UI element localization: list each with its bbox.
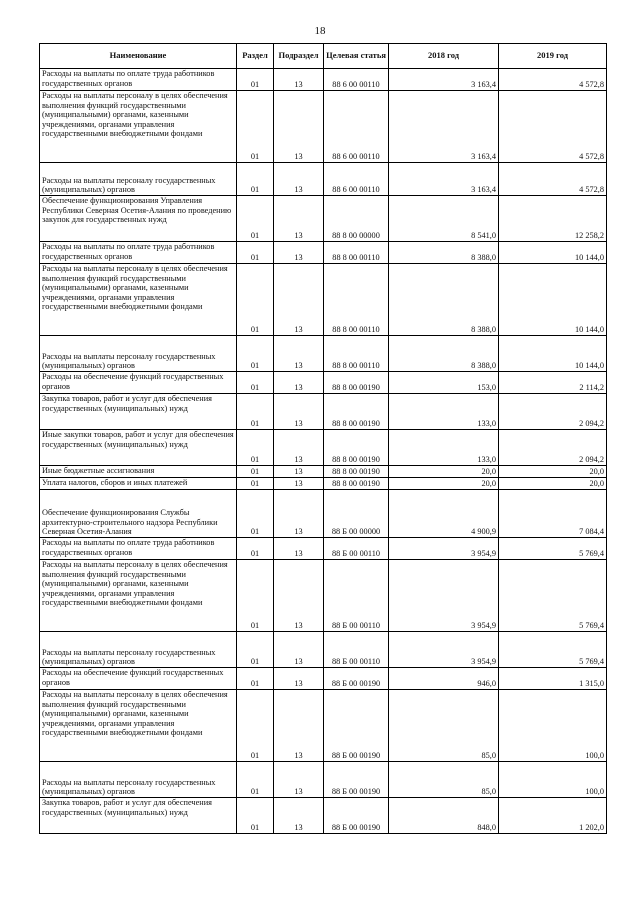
- table-row: [40, 430, 607, 466]
- row-subsection: 13: [274, 762, 324, 798]
- row-2018: 8 388,0: [389, 264, 499, 336]
- row-name: Иные бюджетные ассигнования: [40, 466, 237, 478]
- row-2018: 133,0: [389, 430, 499, 466]
- row-section: 01: [237, 478, 274, 490]
- row-article: 88 Б 00 00110: [324, 560, 389, 632]
- row-name: Расходы на выплаты по оплате труда работников государственных органов: [40, 69, 237, 91]
- table-row: [40, 798, 607, 834]
- table-row: [40, 668, 607, 690]
- row-2019: 5 769,4: [499, 560, 607, 632]
- row-section: 01: [237, 91, 274, 163]
- table-row: [40, 336, 607, 372]
- table-row: [40, 69, 607, 91]
- table-row: [40, 478, 607, 490]
- row-2019: 1 315,0: [499, 668, 607, 690]
- row-2018: 3 163,4: [389, 163, 499, 196]
- row-subsection: 13: [274, 632, 324, 668]
- header-name: Наименование: [40, 44, 237, 69]
- row-section: 01: [237, 798, 274, 834]
- row-section: 01: [237, 762, 274, 798]
- row-name: Иные закупки товаров, работ и услуг для обеспечения государственных (муниципальных) нужд: [40, 430, 237, 466]
- row-article: 88 Б 00 00190: [324, 690, 389, 762]
- row-2018: 85,0: [389, 690, 499, 762]
- row-name: Закупка товаров, работ и услуг для обеспечения государственных (муниципальных) нужд: [40, 798, 237, 834]
- row-subsection: 13: [274, 538, 324, 560]
- row-2018: 946,0: [389, 668, 499, 690]
- row-2018: 848,0: [389, 798, 499, 834]
- table-row: [40, 466, 607, 478]
- row-2018: 3 954,9: [389, 560, 499, 632]
- row-name: Обеспечение функционирования Управления Республики Северная Осетия-Алания по проведению закупок для государственных нужд: [40, 196, 237, 242]
- row-2019: 10 144,0: [499, 242, 607, 264]
- table-row: [40, 91, 607, 163]
- row-subsection: 13: [274, 91, 324, 163]
- row-article: 88 8 00 00190: [324, 372, 389, 394]
- row-subsection: 13: [274, 430, 324, 466]
- table-row: [40, 560, 607, 632]
- row-2019: 2 094,2: [499, 430, 607, 466]
- table-row: [40, 632, 607, 668]
- row-section: 01: [237, 466, 274, 478]
- row-article: 88 8 00 00190: [324, 478, 389, 490]
- row-section: 01: [237, 560, 274, 632]
- row-subsection: 13: [274, 478, 324, 490]
- row-section: 01: [237, 538, 274, 560]
- row-2018: 8 388,0: [389, 336, 499, 372]
- row-section: 01: [237, 196, 274, 242]
- row-name: Расходы на выплаты персоналу в целях обеспечения выполнения функций государственными (муниципальными) органами, казенными учреждениями, органами управления государственными внебюджетными фондами: [40, 690, 237, 762]
- table-header-row: [40, 44, 607, 69]
- row-section: 01: [237, 430, 274, 466]
- row-subsection: 13: [274, 668, 324, 690]
- row-article: 88 Б 00 00190: [324, 762, 389, 798]
- row-2019: 20,0: [499, 478, 607, 490]
- row-name: Уплата налогов, сборов и иных платежей: [40, 478, 237, 490]
- table-row: [40, 690, 607, 762]
- row-2019: 4 572,8: [499, 69, 607, 91]
- table-row: [40, 242, 607, 264]
- row-2019: 100,0: [499, 762, 607, 798]
- row-2018: 3 163,4: [389, 91, 499, 163]
- header-2018: 2018 год: [389, 44, 499, 69]
- table-row: [40, 490, 607, 538]
- row-section: 01: [237, 163, 274, 196]
- row-article: 88 8 00 00190: [324, 394, 389, 430]
- row-name: Расходы на выплаты персоналу в целях обеспечения выполнения функций государственными (муниципальными) органами, казенными учреждениями, органами управления государственными внебюджетными фондами: [40, 91, 237, 163]
- table-row: [40, 264, 607, 336]
- row-2018: 3 954,9: [389, 632, 499, 668]
- row-2019: 7 084,4: [499, 490, 607, 538]
- row-subsection: 13: [274, 336, 324, 372]
- row-2019: 20,0: [499, 466, 607, 478]
- row-name: Расходы на выплаты персоналу в целях обеспечения выполнения функций государственными (муниципальными) органами, казенными учреждениями, органами управления государственными внебюджетными фондами: [40, 560, 237, 632]
- row-section: 01: [237, 336, 274, 372]
- row-article: 88 8 00 00110: [324, 264, 389, 336]
- row-subsection: 13: [274, 264, 324, 336]
- row-2018: 133,0: [389, 394, 499, 430]
- row-section: 01: [237, 242, 274, 264]
- row-article: 88 8 00 00190: [324, 466, 389, 478]
- row-2019: 2 114,2: [499, 372, 607, 394]
- row-article: 88 6 00 00110: [324, 69, 389, 91]
- row-subsection: 13: [274, 163, 324, 196]
- row-2019: 5 769,4: [499, 538, 607, 560]
- table-row: [40, 196, 607, 242]
- row-article: 88 Б 00 00000: [324, 490, 389, 538]
- row-2018: 85,0: [389, 762, 499, 798]
- row-article: 88 8 00 00110: [324, 336, 389, 372]
- table-row: [40, 163, 607, 196]
- row-section: 01: [237, 264, 274, 336]
- table-row: [40, 538, 607, 560]
- row-2018: 20,0: [389, 478, 499, 490]
- row-subsection: 13: [274, 394, 324, 430]
- row-name: Расходы на выплаты персоналу в целях обеспечения выполнения функций государственными (муниципальными) органами, казенными учреждениями, органами управления государственными внебюджетными фондами: [40, 264, 237, 336]
- row-2018: 153,0: [389, 372, 499, 394]
- row-section: 01: [237, 490, 274, 538]
- row-2018: 20,0: [389, 466, 499, 478]
- row-name: Закупка товаров, работ и услуг для обеспечения государственных (муниципальных) нужд: [40, 394, 237, 430]
- table-row: [40, 394, 607, 430]
- row-2019: 10 144,0: [499, 264, 607, 336]
- row-article: 88 8 00 00110: [324, 242, 389, 264]
- row-article: 88 Б 00 00110: [324, 538, 389, 560]
- table-row: [40, 372, 607, 394]
- row-2019: 2 094,2: [499, 394, 607, 430]
- row-subsection: 13: [274, 242, 324, 264]
- row-article: 88 Б 00 00190: [324, 798, 389, 834]
- row-article: 88 Б 00 00110: [324, 632, 389, 668]
- row-subsection: 13: [274, 69, 324, 91]
- row-section: 01: [237, 668, 274, 690]
- row-2019: 10 144,0: [499, 336, 607, 372]
- row-2019: 5 769,4: [499, 632, 607, 668]
- row-2019: 4 572,8: [499, 91, 607, 163]
- row-section: 01: [237, 632, 274, 668]
- row-subsection: 13: [274, 372, 324, 394]
- row-section: 01: [237, 372, 274, 394]
- row-section: 01: [237, 690, 274, 762]
- row-section: 01: [237, 394, 274, 430]
- row-subsection: 13: [274, 490, 324, 538]
- row-article: 88 8 00 00190: [324, 430, 389, 466]
- row-name: Расходы на выплаты персоналу государственных (муниципальных) органов: [40, 762, 237, 798]
- row-2019: 4 572,8: [499, 163, 607, 196]
- row-subsection: 13: [274, 560, 324, 632]
- row-article: 88 6 00 00110: [324, 91, 389, 163]
- row-2018: 3 954,9: [389, 538, 499, 560]
- row-2018: 8 388,0: [389, 242, 499, 264]
- row-name: Обеспечение функционирования Службы архитектурно-строительного надзора Республики Северная Осетия-Алания: [40, 490, 237, 538]
- row-subsection: 13: [274, 798, 324, 834]
- table-row: [40, 762, 607, 798]
- page-number: 18: [314, 25, 326, 37]
- row-article: 88 6 00 00110: [324, 163, 389, 196]
- row-2018: 4 900,9: [389, 490, 499, 538]
- row-article: 88 8 00 00000: [324, 196, 389, 242]
- row-section: 01: [237, 69, 274, 91]
- row-2019: 100,0: [499, 690, 607, 762]
- row-2019: 1 202,0: [499, 798, 607, 834]
- row-name: Расходы на выплаты персоналу государственных (муниципальных) органов: [40, 163, 237, 196]
- row-subsection: 13: [274, 466, 324, 478]
- row-name: Расходы на выплаты персоналу государственных (муниципальных) органов: [40, 632, 237, 668]
- header-article: Целевая статья: [324, 44, 389, 69]
- header-subsection: Подраздел: [274, 44, 324, 69]
- row-name: Расходы на выплаты по оплате труда работников государственных органов: [40, 538, 237, 560]
- row-article: 88 Б 00 00190: [324, 668, 389, 690]
- row-2019: 12 258,2: [499, 196, 607, 242]
- row-name: Расходы на выплаты персоналу государственных (муниципальных) органов: [40, 336, 237, 372]
- row-2018: 3 163,4: [389, 69, 499, 91]
- row-name: Расходы на обеспечение функций государственных органов: [40, 668, 237, 690]
- row-subsection: 13: [274, 690, 324, 762]
- budget-table: [39, 43, 607, 834]
- row-2018: 8 541,0: [389, 196, 499, 242]
- row-name: Расходы на выплаты по оплате труда работников государственных органов: [40, 242, 237, 264]
- header-section: Раздел: [237, 44, 274, 69]
- header-2019: 2019 год: [499, 44, 607, 69]
- row-name: Расходы на обеспечение функций государственных органов: [40, 372, 237, 394]
- row-subsection: 13: [274, 196, 324, 242]
